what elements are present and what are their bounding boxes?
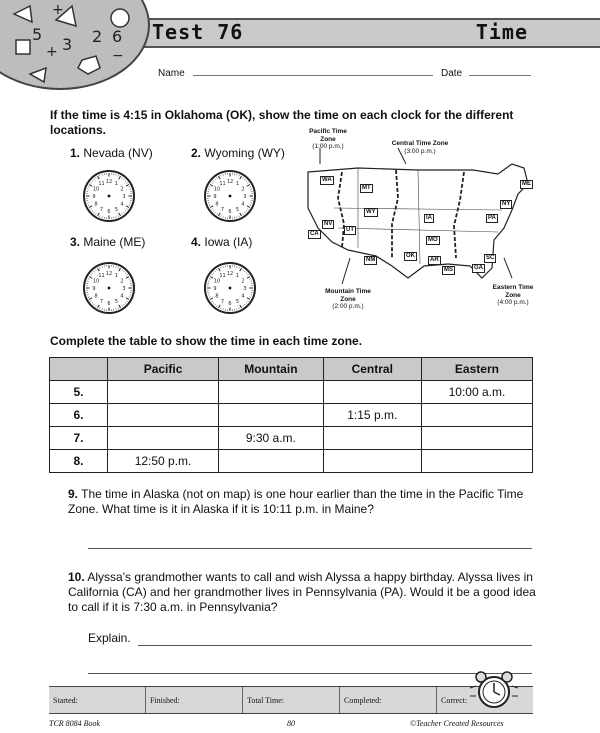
table-cell[interactable]	[108, 427, 219, 450]
total-time-cell[interactable]: Total Time:	[243, 687, 340, 713]
test-title: Test 76	[152, 20, 244, 44]
clock-numeral: 4	[241, 293, 245, 300]
table-cell[interactable]	[421, 404, 532, 427]
clock-numeral: 12	[105, 179, 113, 185]
clock-numeral: 4	[120, 293, 124, 300]
svg-text:5: 5	[32, 25, 43, 44]
svg-text:2: 2	[92, 27, 103, 46]
table-row	[50, 450, 533, 473]
mountain-zone-label: Mountain Time Zone (2:00 p.m.)	[325, 288, 371, 310]
table-header-pacific: Pacific	[108, 358, 219, 381]
svg-text:+: +	[46, 44, 58, 60]
clock-numeral: 8	[94, 201, 98, 208]
clock-numeral: 9	[213, 194, 217, 200]
svg-text:+: +	[52, 2, 64, 18]
clock-face-nevada[interactable]	[82, 169, 136, 223]
clock-face-maine[interactable]	[82, 261, 136, 315]
table-header-eastern: Eastern	[421, 358, 532, 381]
table-row	[50, 404, 533, 427]
date-label: Date	[441, 68, 463, 79]
table-cell[interactable]	[323, 427, 421, 450]
state-mo: MO	[428, 237, 438, 243]
clock-numeral: 5	[235, 206, 240, 213]
time-zone-table	[49, 357, 533, 473]
clock-numeral: 9	[213, 286, 217, 292]
clock-center-dot	[108, 195, 111, 198]
pacific-zone-label: Pacific Time Zone (1:00 p.m.)	[309, 128, 347, 150]
correct-cell[interactable]: Correct:	[441, 696, 468, 705]
clock-numeral: 12	[105, 271, 113, 277]
state-wa: WA	[322, 177, 332, 183]
clock-center-dot	[108, 287, 111, 290]
started-cell[interactable]: Started:	[49, 687, 146, 713]
clock-numeral: 3	[243, 286, 247, 292]
clock-numeral: 1	[235, 181, 240, 188]
table-cell[interactable]	[219, 404, 324, 427]
table-cell[interactable]	[323, 381, 421, 404]
finished-cell[interactable]: Finished:	[146, 687, 243, 713]
state-me: ME	[522, 181, 531, 187]
alarm-clock-icon	[468, 668, 520, 712]
time-zone-map	[298, 128, 538, 318]
state-nm: NM	[366, 257, 376, 263]
clock-numeral: 10	[92, 278, 100, 285]
state-ut: UT	[346, 227, 354, 233]
clock-numeral: 2	[120, 278, 124, 285]
table-header-blank	[50, 358, 108, 381]
clock-numeral: 1	[235, 273, 240, 280]
clock-label-3: 3. Maine (ME)	[70, 235, 146, 249]
table-cell[interactable]	[219, 450, 324, 473]
table-cell: 9:30 a.m.	[219, 427, 324, 450]
name-label: Name	[158, 68, 185, 79]
page-number: 80	[287, 719, 295, 728]
row-number: 8.	[50, 450, 108, 473]
state-sc: SC	[486, 255, 495, 261]
table-cell[interactable]	[108, 381, 219, 404]
clock-numeral: 10	[213, 278, 221, 285]
clock-numeral: 4	[120, 201, 124, 208]
clock-center-dot	[229, 195, 232, 198]
math-shapes-icon	[0, 0, 150, 90]
table-row	[50, 427, 533, 450]
explain-label: Explain.	[88, 631, 131, 645]
book-id: TCR 8084 Book	[49, 719, 101, 728]
table-row	[50, 381, 533, 404]
clock-face-wyoming[interactable]	[203, 169, 257, 223]
table-cell[interactable]	[108, 404, 219, 427]
question-9: 9. The time in Alaska (not on map) is one hour earlier than the time in the Pacific Time Zone. What time is it in Alaska if it is 10:11 p.m. in Maine?	[68, 487, 524, 516]
state-pa: PA	[488, 215, 496, 221]
clock-numeral: 5	[235, 298, 240, 305]
clock-numeral: 10	[92, 186, 100, 193]
clock-numeral: 2	[241, 186, 245, 193]
clock-center-dot	[229, 287, 232, 290]
state-ny: NY	[502, 201, 511, 207]
state-ar: AR	[430, 257, 439, 263]
clock-label-2: 2. Wyoming (WY)	[191, 146, 285, 160]
clock-numeral: 12	[226, 179, 234, 185]
clock-numeral: 11	[219, 273, 226, 280]
clock-numeral: 8	[94, 293, 98, 300]
clock-numeral: 5	[114, 298, 119, 305]
clock-label-4: 4. Iowa (IA)	[191, 235, 253, 249]
clock-numeral: 7	[99, 206, 104, 213]
central-zone-label: Central Time Zone (3:00 p.m.)	[391, 140, 449, 155]
table-cell[interactable]	[421, 427, 532, 450]
clock-numeral: 3	[243, 194, 247, 200]
state-wy: WY	[366, 209, 376, 215]
clock-numeral: 8	[215, 201, 219, 208]
explain-line-2[interactable]	[88, 673, 532, 674]
state-nv: NV	[324, 221, 333, 227]
clock-numeral: 6	[107, 209, 111, 215]
clock-numeral: 7	[99, 298, 104, 305]
state-mt: MT	[362, 185, 371, 191]
question-10: 10. Alyssa's grandmother wants to call and wish Alyssa a happy birthday. Alyssa lives in California (CA) and her grandmother lives in Pennsylvania (PA). Would it be a good idea to call if it is 7:30 a.m. in Pennsylvania?	[68, 570, 536, 614]
table-header-row	[50, 358, 533, 381]
clock-numeral: 5	[114, 206, 119, 213]
row-number: 6.	[50, 404, 108, 427]
clock-label-1: 1. Nevada (NV)	[70, 146, 153, 160]
clock-numeral: 11	[219, 181, 226, 188]
clock-numeral: 4	[241, 201, 245, 208]
eastern-zone-label: Eastern Time Zone (4:00 p.m.)	[492, 284, 534, 306]
name-field[interactable]	[193, 75, 433, 76]
clock-numeral: 8	[215, 293, 219, 300]
table-cell: 1:15 p.m.	[323, 404, 421, 427]
state-ia: IA	[426, 215, 432, 221]
clock-numeral: 12	[226, 271, 234, 277]
explain-line[interactable]	[138, 645, 532, 646]
clock-numeral: 11	[98, 181, 105, 188]
table-cell: 10:00 a.m.	[421, 381, 532, 404]
row-number: 5.	[50, 381, 108, 404]
clock-numeral: 6	[228, 301, 232, 307]
clock-numeral: 7	[220, 298, 225, 305]
clock-numeral: 10	[213, 186, 221, 193]
clock-instruction: If the time is 4:15 in Oklahoma (OK), show the time on each clock for the different locations.	[50, 108, 514, 137]
clock-face-iowa[interactable]	[203, 261, 257, 315]
clock-numeral: 3	[122, 194, 126, 200]
clock-numeral: 9	[92, 194, 96, 200]
math-symbols-badge	[0, 0, 150, 90]
date-row	[441, 68, 531, 79]
table-header-central: Central	[323, 358, 421, 381]
clock-numeral: 2	[241, 278, 245, 285]
clock-numeral: 3	[122, 286, 126, 292]
copyright: ©Teacher Created Resources	[410, 719, 504, 728]
row-number: 7.	[50, 427, 108, 450]
svg-text:3: 3	[62, 35, 73, 54]
table-instruction: Complete the table to show the time in each time zone.	[50, 334, 363, 348]
score-footer	[49, 686, 533, 714]
table-cell[interactable]	[323, 450, 421, 473]
topic-title: Time	[475, 20, 528, 44]
clock-numeral: 1	[114, 273, 119, 280]
name-row	[158, 68, 433, 79]
clock-numeral: 9	[92, 286, 96, 292]
svg-text:6: 6	[112, 27, 123, 46]
clock-numeral: 6	[107, 301, 111, 307]
clock-numeral: 11	[98, 273, 105, 280]
table-cell: 12:50 p.m.	[108, 450, 219, 473]
state-ga: GA	[474, 265, 483, 271]
table-header-mountain: Mountain	[219, 358, 324, 381]
state-ok: OK	[406, 253, 415, 259]
clock-numeral: 2	[120, 186, 124, 193]
table-cell[interactable]	[421, 450, 532, 473]
state-ca: CA	[310, 231, 319, 237]
table-cell[interactable]	[219, 381, 324, 404]
clock-numeral: 6	[228, 209, 232, 215]
date-field[interactable]	[469, 75, 531, 76]
clock-numeral: 1	[114, 181, 119, 188]
completed-cell[interactable]: Completed:	[340, 687, 437, 713]
answer-line-9[interactable]	[88, 548, 532, 549]
state-ms: MS	[444, 267, 453, 273]
clock-numeral: 7	[220, 206, 225, 213]
svg-text:−: −	[112, 48, 124, 64]
